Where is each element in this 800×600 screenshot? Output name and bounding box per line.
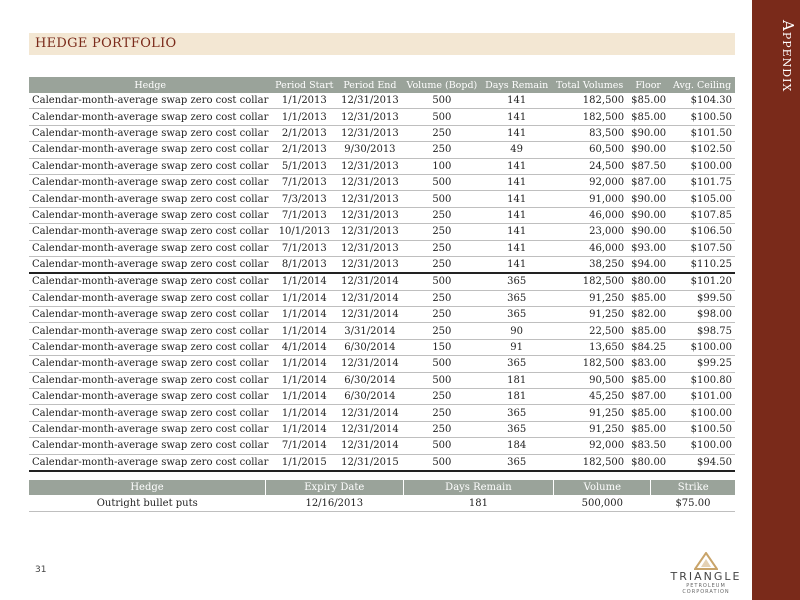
table-cell: $85.00 xyxy=(627,290,669,306)
table-row xyxy=(29,372,735,388)
table-cell: 500 xyxy=(403,372,482,388)
table-cell: 250 xyxy=(403,307,482,323)
table-cell: 500 xyxy=(403,454,482,471)
table-cell: $100.00 xyxy=(669,438,735,454)
hedge-collar-table xyxy=(29,77,735,472)
table-row xyxy=(29,454,735,471)
table-cell: $100.00 xyxy=(669,405,735,421)
table-cell: Calendar-month-average swap zero cost collar xyxy=(29,109,271,125)
table-cell: Calendar-month-average swap zero cost collar xyxy=(29,307,271,323)
table-cell: 365 xyxy=(481,421,552,437)
table-row xyxy=(29,93,735,109)
table-cell: $101.75 xyxy=(669,174,735,190)
table-cell: 10/1/2013 xyxy=(271,224,337,240)
table-cell: $94.00 xyxy=(627,256,669,273)
column-header: Hedge xyxy=(29,77,271,93)
table-cell: 150 xyxy=(403,339,482,355)
table-cell: 500,000 xyxy=(554,495,651,512)
table-cell: 2/1/2013 xyxy=(271,142,337,158)
table-cell: 23,000 xyxy=(552,224,627,240)
table-cell: Calendar-month-average swap zero cost collar xyxy=(29,125,271,141)
table-cell: $80.00 xyxy=(627,454,669,471)
table-cell: $90.00 xyxy=(627,125,669,141)
table-cell: 38,250 xyxy=(552,256,627,273)
table-cell: 100 xyxy=(403,158,482,174)
table-cell: 250 xyxy=(403,323,482,339)
page-title: HEDGE PORTFOLIO xyxy=(35,36,177,51)
table-cell: 90,500 xyxy=(552,372,627,388)
table-cell: $105.00 xyxy=(669,191,735,207)
table-cell: 12/31/2014 xyxy=(337,290,402,306)
table-cell: 365 xyxy=(481,454,552,471)
table-cell: $100.00 xyxy=(669,158,735,174)
table-cell: 181 xyxy=(403,495,554,512)
column-header: Days Remain xyxy=(481,77,552,93)
table-cell: 92,000 xyxy=(552,174,627,190)
table-cell: 8/1/2013 xyxy=(271,256,337,273)
table-cell: 6/30/2014 xyxy=(337,389,402,405)
table-cell: 91,250 xyxy=(552,290,627,306)
column-header: Volume (Bopd) xyxy=(403,77,482,93)
table-cell: $82.00 xyxy=(627,307,669,323)
table-cell: 12/31/2013 xyxy=(337,93,402,109)
table-cell: 13,650 xyxy=(552,339,627,355)
table-cell: 250 xyxy=(403,125,482,141)
table-cell: 91,250 xyxy=(552,421,627,437)
table-cell: 7/1/2013 xyxy=(271,240,337,256)
table-cell: $84.25 xyxy=(627,339,669,355)
table-cell: 141 xyxy=(481,191,552,207)
table-body xyxy=(29,93,735,471)
column-header: Hedge xyxy=(29,480,266,495)
table-cell: 1/1/2014 xyxy=(271,405,337,421)
table-row xyxy=(29,142,735,158)
table-cell: $99.25 xyxy=(669,356,735,372)
table-cell: 1/1/2014 xyxy=(271,323,337,339)
table-cell: 12/31/2014 xyxy=(337,307,402,323)
table-cell: 182,500 xyxy=(552,356,627,372)
table-cell: 45,250 xyxy=(552,389,627,405)
column-header: Avg. Ceiling xyxy=(669,77,735,93)
table-cell: 500 xyxy=(403,93,482,109)
table-cell: 92,000 xyxy=(552,438,627,454)
table-cell: $100.50 xyxy=(669,421,735,437)
table-cell: 500 xyxy=(403,273,482,290)
table-cell: $98.75 xyxy=(669,323,735,339)
table-cell: 12/31/2014 xyxy=(337,273,402,290)
table-cell: Calendar-month-average swap zero cost collar xyxy=(29,273,271,290)
table-cell: 12/31/2013 xyxy=(337,207,402,223)
table-cell: 91,000 xyxy=(552,191,627,207)
table-cell: Calendar-month-average swap zero cost collar xyxy=(29,421,271,437)
table-cell: Calendar-month-average swap zero cost collar xyxy=(29,224,271,240)
table-cell: $83.00 xyxy=(627,356,669,372)
table-row xyxy=(29,158,735,174)
table-cell: $87.00 xyxy=(627,174,669,190)
table-cell: $104.30 xyxy=(669,93,735,109)
table-cell: $107.85 xyxy=(669,207,735,223)
column-header: Period End xyxy=(337,77,402,93)
logo-subtitle: PETROLEUM CORPORATION xyxy=(682,583,730,595)
table-cell: 250 xyxy=(403,405,482,421)
table-cell: 250 xyxy=(403,142,482,158)
table-cell: 12/31/2013 xyxy=(337,125,402,141)
table-cell: 6/30/2014 xyxy=(337,372,402,388)
table-cell: Calendar-month-average swap zero cost collar xyxy=(29,356,271,372)
table-cell: 12/31/2013 xyxy=(337,158,402,174)
table-cell: 500 xyxy=(403,438,482,454)
table-cell: Calendar-month-average swap zero cost collar xyxy=(29,290,271,306)
table-cell: 12/31/2014 xyxy=(337,438,402,454)
table-cell: 182,500 xyxy=(552,454,627,471)
table-cell: 250 xyxy=(403,240,482,256)
table-cell: $85.00 xyxy=(627,372,669,388)
table-cell: 12/31/2013 xyxy=(337,109,402,125)
table-cell: $90.00 xyxy=(627,207,669,223)
table-cell: 141 xyxy=(481,256,552,273)
table-cell: $87.00 xyxy=(627,389,669,405)
table-cell: Calendar-month-average swap zero cost collar xyxy=(29,207,271,223)
table-cell: $85.00 xyxy=(627,93,669,109)
table-cell: $83.50 xyxy=(627,438,669,454)
table-cell: $99.50 xyxy=(669,290,735,306)
table-cell: $85.00 xyxy=(627,405,669,421)
table-cell: 12/31/2013 xyxy=(337,191,402,207)
table-row xyxy=(29,125,735,141)
table-cell: 1/1/2014 xyxy=(271,273,337,290)
table-cell: 12/31/2014 xyxy=(337,421,402,437)
table-cell: 184 xyxy=(481,438,552,454)
company-logo xyxy=(666,552,746,595)
table-row xyxy=(29,307,735,323)
table-cell: 141 xyxy=(481,125,552,141)
bullet-puts-table xyxy=(29,480,735,512)
table-cell: $90.00 xyxy=(627,224,669,240)
table-cell: 250 xyxy=(403,207,482,223)
table-cell: Calendar-month-average swap zero cost collar xyxy=(29,142,271,158)
table-cell: 141 xyxy=(481,207,552,223)
table-header-row xyxy=(29,480,735,495)
column-header: Total Volumes xyxy=(552,77,627,93)
table-cell: $106.50 xyxy=(669,224,735,240)
table-cell: 7/1/2014 xyxy=(271,438,337,454)
table-cell: 12/31/2015 xyxy=(337,454,402,471)
table-cell: Calendar-month-average swap zero cost collar xyxy=(29,174,271,190)
table-cell: Outright bullet puts xyxy=(29,495,266,512)
triangle-logo-icon xyxy=(694,552,718,570)
table-cell: 24,500 xyxy=(552,158,627,174)
table-cell: 1/1/2015 xyxy=(271,454,337,471)
table-cell: $100.80 xyxy=(669,372,735,388)
table-cell: 141 xyxy=(481,109,552,125)
table-row xyxy=(29,224,735,240)
table-cell: Calendar-month-average swap zero cost collar xyxy=(29,339,271,355)
column-header: Expiry Date xyxy=(266,480,404,495)
table-cell: 250 xyxy=(403,224,482,240)
table-cell: 365 xyxy=(481,356,552,372)
table-row xyxy=(29,256,735,273)
table-cell: $107.50 xyxy=(669,240,735,256)
table-row xyxy=(29,356,735,372)
table-cell: 12/16/2013 xyxy=(266,495,404,512)
logo-name: TRIANGLE xyxy=(670,570,742,583)
table-cell: 22,500 xyxy=(552,323,627,339)
table-cell: $93.00 xyxy=(627,240,669,256)
table-cell: Calendar-month-average swap zero cost collar xyxy=(29,93,271,109)
table-cell: 91 xyxy=(481,339,552,355)
table-cell: 1/1/2014 xyxy=(271,356,337,372)
table-cell: 7/1/2013 xyxy=(271,207,337,223)
table-cell: 1/1/2014 xyxy=(271,372,337,388)
table-cell: 46,000 xyxy=(552,207,627,223)
column-header: Strike xyxy=(651,480,735,495)
table-cell: 250 xyxy=(403,290,482,306)
table-row xyxy=(29,273,735,290)
table-cell: $100.00 xyxy=(669,339,735,355)
table-row xyxy=(29,438,735,454)
table-cell: 250 xyxy=(403,389,482,405)
table-row xyxy=(29,109,735,125)
title-bar xyxy=(29,33,735,55)
table-cell: 1/1/2013 xyxy=(271,93,337,109)
table-cell: 141 xyxy=(481,174,552,190)
table-cell: Calendar-month-average swap zero cost collar xyxy=(29,256,271,273)
table-row xyxy=(29,421,735,437)
table-cell: 365 xyxy=(481,290,552,306)
table-row xyxy=(29,191,735,207)
table-cell: 141 xyxy=(481,93,552,109)
table-cell: 1/1/2014 xyxy=(271,421,337,437)
table-cell: 365 xyxy=(481,405,552,421)
table-row xyxy=(29,240,735,256)
table-cell: $85.00 xyxy=(627,421,669,437)
table-cell: 181 xyxy=(481,389,552,405)
table-cell: 365 xyxy=(481,307,552,323)
table-cell: 6/30/2014 xyxy=(337,339,402,355)
table-cell: Calendar-month-average swap zero cost collar xyxy=(29,240,271,256)
table-cell: 365 xyxy=(481,273,552,290)
column-header: Floor xyxy=(627,77,669,93)
table-row xyxy=(29,174,735,190)
table-cell: $94.50 xyxy=(669,454,735,471)
column-header: Days Remain xyxy=(403,480,554,495)
table-cell: $80.00 xyxy=(627,273,669,290)
table-cell: $90.00 xyxy=(627,142,669,158)
table-cell: 500 xyxy=(403,356,482,372)
table-cell: 181 xyxy=(481,372,552,388)
table-cell: $101.20 xyxy=(669,273,735,290)
table-cell: 5/1/2013 xyxy=(271,158,337,174)
table-cell: $85.00 xyxy=(627,109,669,125)
table-row xyxy=(29,495,735,512)
table-cell: Calendar-month-average swap zero cost collar xyxy=(29,191,271,207)
table-cell: 12/31/2013 xyxy=(337,224,402,240)
table-cell: 12/31/2014 xyxy=(337,356,402,372)
table-cell: $110.25 xyxy=(669,256,735,273)
table-cell: 12/31/2013 xyxy=(337,240,402,256)
table-row xyxy=(29,339,735,355)
table-cell: 250 xyxy=(403,256,482,273)
table-cell: 7/1/2013 xyxy=(271,174,337,190)
table-row xyxy=(29,405,735,421)
table-cell: Calendar-month-average swap zero cost collar xyxy=(29,372,271,388)
table-cell: 12/31/2013 xyxy=(337,256,402,273)
table-cell: 49 xyxy=(481,142,552,158)
page-number: 31 xyxy=(35,565,47,575)
table-cell: 3/31/2014 xyxy=(337,323,402,339)
table-cell: 1/1/2014 xyxy=(271,307,337,323)
table-cell: Calendar-month-average swap zero cost collar xyxy=(29,323,271,339)
table-cell: 83,500 xyxy=(552,125,627,141)
table-cell: 182,500 xyxy=(552,93,627,109)
table-body xyxy=(29,495,735,512)
table-cell: $90.00 xyxy=(627,191,669,207)
table-cell: $101.00 xyxy=(669,389,735,405)
table-cell: 12/31/2013 xyxy=(337,174,402,190)
column-header: Period Start xyxy=(271,77,337,93)
table-cell: 2/1/2013 xyxy=(271,125,337,141)
table-cell: 141 xyxy=(481,240,552,256)
table-cell: 91,250 xyxy=(552,405,627,421)
table-cell: $85.00 xyxy=(627,323,669,339)
table-cell: $102.50 xyxy=(669,142,735,158)
table-row xyxy=(29,290,735,306)
column-header: Volume xyxy=(554,480,651,495)
table-cell: Calendar-month-average swap zero cost collar xyxy=(29,438,271,454)
table-row xyxy=(29,323,735,339)
table-cell: $98.00 xyxy=(669,307,735,323)
table-cell: 12/31/2014 xyxy=(337,405,402,421)
table-cell: Calendar-month-average swap zero cost collar xyxy=(29,389,271,405)
table-cell: $101.50 xyxy=(669,125,735,141)
table-cell: 1/1/2014 xyxy=(271,290,337,306)
table-cell: 4/1/2014 xyxy=(271,339,337,355)
table-header-row xyxy=(29,77,735,93)
table-cell: 91,250 xyxy=(552,307,627,323)
table-cell: 500 xyxy=(403,109,482,125)
table-cell: Calendar-month-average swap zero cost collar xyxy=(29,405,271,421)
table-row xyxy=(29,389,735,405)
table-cell: 60,500 xyxy=(552,142,627,158)
table-cell: 1/1/2013 xyxy=(271,109,337,125)
table-cell: 141 xyxy=(481,158,552,174)
table-cell: 500 xyxy=(403,174,482,190)
table-cell: 1/1/2014 xyxy=(271,389,337,405)
table-cell: 182,500 xyxy=(552,273,627,290)
table-cell: $100.50 xyxy=(669,109,735,125)
table-cell: 182,500 xyxy=(552,109,627,125)
table-cell: 90 xyxy=(481,323,552,339)
table-cell: 46,000 xyxy=(552,240,627,256)
table-cell: 141 xyxy=(481,224,552,240)
table-row xyxy=(29,207,735,223)
table-cell: $75.00 xyxy=(651,495,735,512)
table-cell: Calendar-month-average swap zero cost collar xyxy=(29,158,271,174)
appendix-label: Appendix xyxy=(779,20,797,93)
table-cell: 7/3/2013 xyxy=(271,191,337,207)
table-cell: Calendar-month-average swap zero cost collar xyxy=(29,454,271,471)
table-cell: 9/30/2013 xyxy=(337,142,402,158)
table-cell: 500 xyxy=(403,191,482,207)
table-cell: $87.50 xyxy=(627,158,669,174)
table-cell: 250 xyxy=(403,421,482,437)
